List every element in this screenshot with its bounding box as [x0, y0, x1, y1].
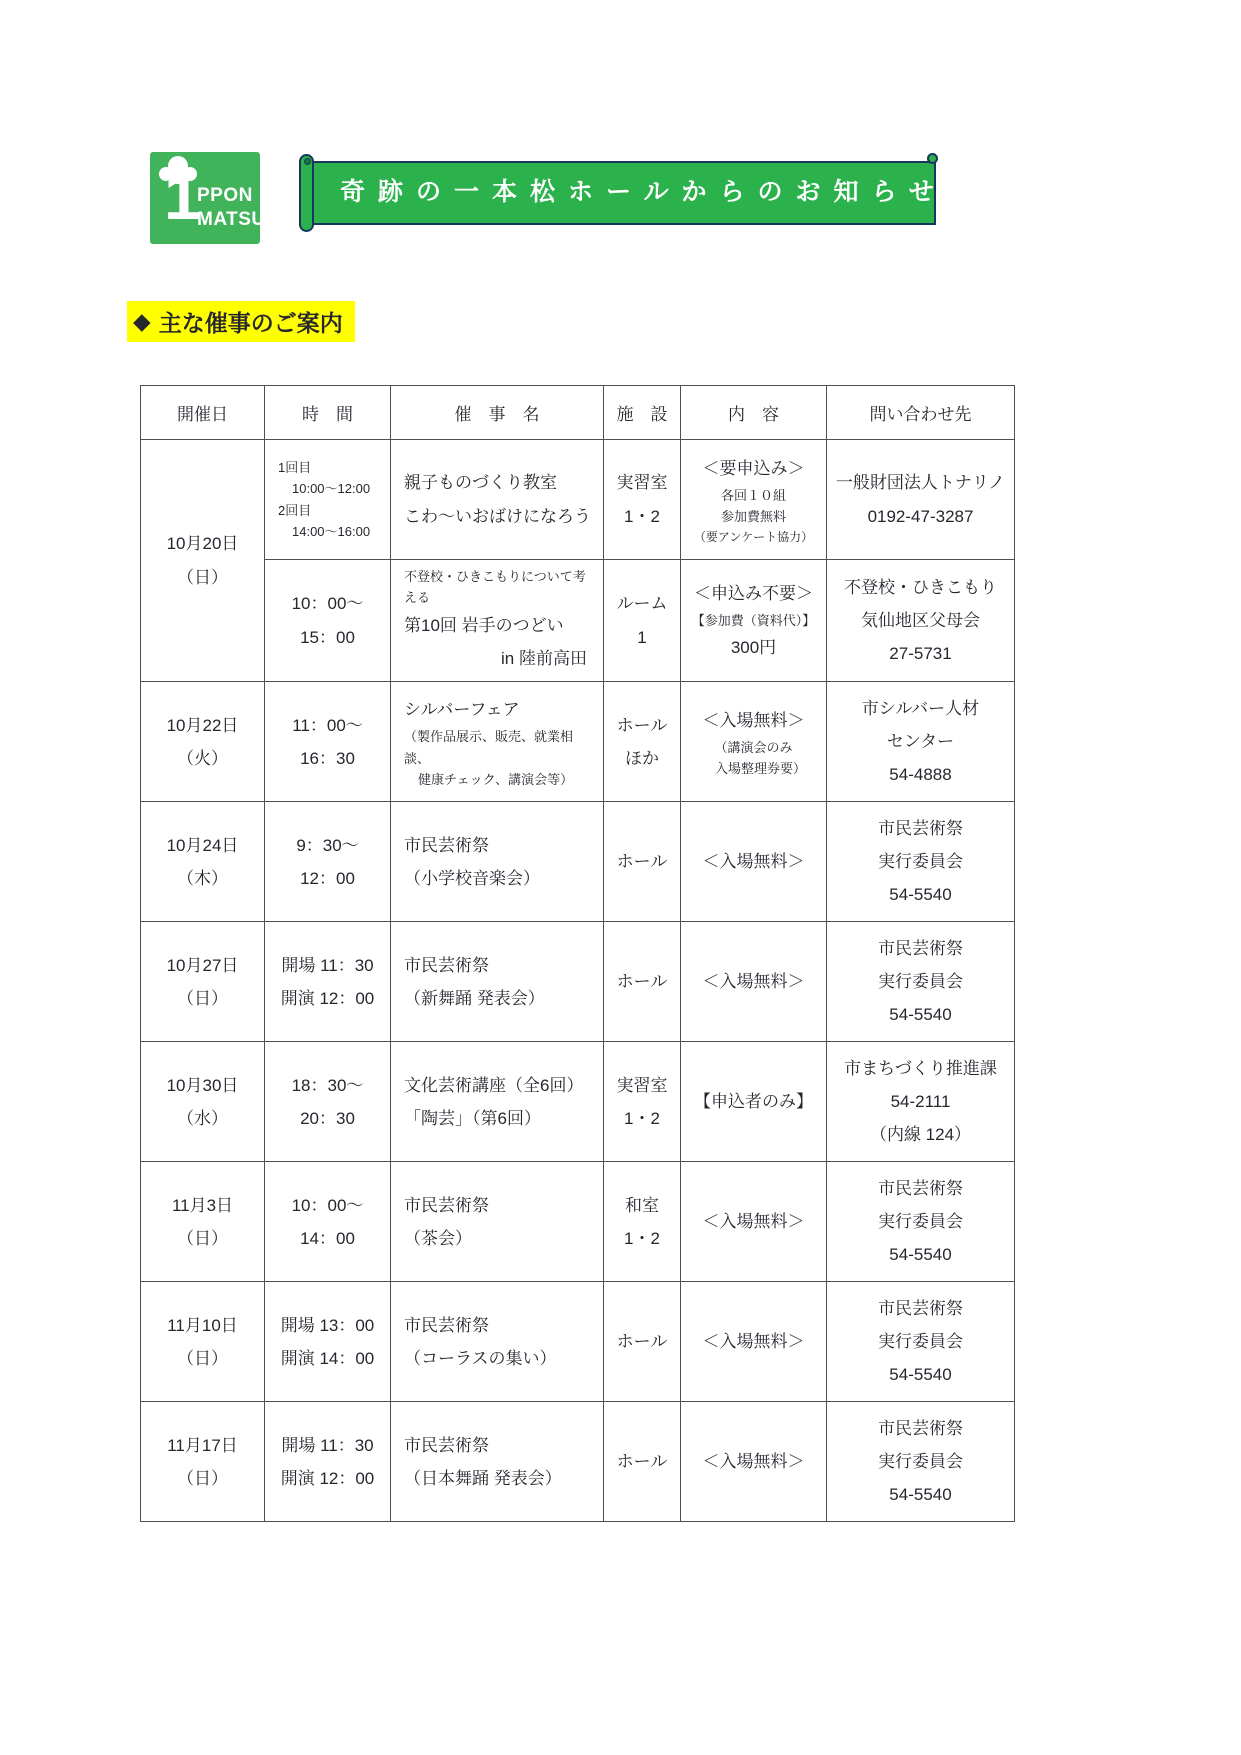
- contact-line: 市民芸術祭: [878, 1178, 963, 1198]
- content-line: ＜入場無料＞: [702, 1212, 805, 1232]
- cell-facility: [604, 1282, 681, 1402]
- col-header-contact: 問い合わせ先: [827, 386, 1015, 440]
- date-line: （日）: [177, 1348, 228, 1368]
- cell-facility: [604, 1162, 681, 1282]
- time-line: 開演 14：00: [280, 1348, 375, 1368]
- content-line: ＜入場無料＞: [702, 1452, 805, 1472]
- time-line: 開場 11：30: [281, 955, 374, 975]
- contact-line: （内線 124）: [869, 1125, 972, 1145]
- cell-time: [265, 682, 391, 802]
- facility-line: ルーム: [616, 594, 668, 614]
- col-header-date: 開催日: [141, 386, 265, 440]
- date-line: （日）: [177, 567, 228, 587]
- contact-line: 不登校・ひきこもり: [844, 577, 997, 597]
- cell-time: [265, 560, 391, 682]
- content-line: （要アンケート協力）: [693, 529, 814, 544]
- cell-event: [391, 682, 604, 802]
- cell-facility: [604, 802, 681, 922]
- event-line: 「陶芸」（第6回）: [404, 1108, 541, 1128]
- facility-line: 1: [637, 627, 647, 647]
- cell-contact: [827, 1402, 1015, 1522]
- time-line: 16：30: [300, 748, 355, 768]
- cell-contact: [827, 1282, 1015, 1402]
- event-line: 市民芸術祭: [404, 1435, 489, 1455]
- event-line: 第10回 岩手のつどい: [404, 615, 564, 635]
- ippon-matsu-logo: [150, 152, 266, 244]
- contact-line: 54-5540: [889, 1245, 952, 1265]
- section-title: 主な催事のご案内: [158, 310, 343, 336]
- cell-time: [265, 922, 391, 1042]
- cell-event: [391, 1042, 604, 1162]
- facility-line: ホール: [616, 972, 668, 992]
- table-row: [141, 560, 1015, 682]
- cell-contact: [827, 440, 1015, 560]
- cell-date: [141, 1282, 265, 1402]
- cell-facility: [604, 440, 681, 560]
- cell-contact: [827, 682, 1015, 802]
- content-line: 300円: [730, 638, 777, 658]
- cell-contact: [827, 802, 1015, 922]
- contact-line: 市シルバー人材: [861, 698, 980, 718]
- time-line: 10：00～: [291, 594, 364, 614]
- time-line: 14：00: [300, 1228, 355, 1248]
- content-line: ＜入場無料＞: [702, 852, 805, 872]
- cell-content: [681, 1402, 827, 1522]
- contact-line: 実行委員会: [878, 972, 963, 992]
- cell-event: [391, 440, 604, 560]
- table-row: [141, 440, 1015, 560]
- table-row: [141, 1042, 1015, 1162]
- event-line: （小学校音楽会）: [404, 868, 540, 888]
- facility-line: 実習室: [616, 473, 668, 493]
- contact-line: 0192-47-3287: [867, 506, 974, 526]
- cell-content: [681, 1162, 827, 1282]
- event-line: こわ～いおばけになろう: [404, 506, 591, 526]
- cell-date: [141, 1402, 265, 1522]
- cell-content: [681, 440, 827, 560]
- time-line: 1回目: [278, 459, 312, 475]
- col-header-facility: 施 設: [604, 386, 681, 440]
- cell-event: [391, 802, 604, 922]
- facility-line: 和室: [625, 1195, 659, 1215]
- content-line: ＜申込み不要＞: [694, 583, 813, 603]
- contact-line: 実行委員会: [878, 852, 963, 872]
- cell-date: [141, 1042, 265, 1162]
- col-header-time: 時 間: [265, 386, 391, 440]
- time-line: 開場 13：00: [280, 1315, 375, 1335]
- event-line: （コーラスの集い）: [404, 1348, 557, 1368]
- facility-line: ホール: [616, 1452, 668, 1472]
- facility-line: ホール: [616, 852, 668, 872]
- cell-facility: [604, 1042, 681, 1162]
- date-line: 10月27日: [166, 955, 239, 975]
- contact-line: センター: [886, 732, 955, 752]
- cell-event: [391, 1402, 604, 1522]
- cell-event: [391, 1282, 604, 1402]
- cell-date: [141, 440, 265, 682]
- time-line: 12：00: [300, 868, 355, 888]
- date-line: 10月20日: [166, 534, 239, 554]
- date-line: （水）: [177, 1108, 228, 1128]
- cell-content: [681, 802, 827, 922]
- date-line: （日）: [177, 1228, 228, 1248]
- table-row: [141, 1162, 1015, 1282]
- date-line: 10月24日: [166, 835, 239, 855]
- scroll-roll-icon: [299, 154, 314, 232]
- cell-facility: [604, 560, 681, 682]
- contact-line: 54-5540: [889, 1365, 952, 1385]
- cell-content: [681, 1282, 827, 1402]
- content-line: 参加費無料: [720, 509, 786, 525]
- cell-facility: [604, 682, 681, 802]
- content-line: ＜入場無料＞: [702, 710, 805, 730]
- cell-event: [391, 560, 604, 682]
- contact-line: 市民芸術祭: [878, 938, 963, 958]
- event-line: （新舞踊 発表会）: [404, 988, 545, 1008]
- contact-line: 市民芸術祭: [878, 818, 963, 838]
- col-header-event: 催 事 名: [391, 386, 604, 440]
- event-line: 文化芸術講座（全6回）: [404, 1075, 584, 1095]
- content-line: ＜入場無料＞: [702, 972, 805, 992]
- table-row: [141, 1402, 1015, 1522]
- event-line: 市民芸術祭: [404, 835, 489, 855]
- event-line: シルバーフェア: [404, 699, 520, 719]
- cell-facility: [604, 1402, 681, 1522]
- event-line: in 陸前高田: [501, 649, 587, 669]
- section-heading: [127, 301, 355, 342]
- cell-contact: [827, 922, 1015, 1042]
- cell-contact: [827, 1042, 1015, 1162]
- banner-title: 奇跡の一本松ホールからのお知らせ: [340, 178, 947, 206]
- facility-line: ほか: [625, 748, 659, 768]
- cell-event: [391, 1162, 604, 1282]
- date-line: （日）: [177, 1468, 228, 1488]
- cell-content: [681, 560, 827, 682]
- cell-event: [391, 922, 604, 1042]
- contact-line: 気仙地区父母会: [861, 611, 980, 630]
- event-line: 市民芸術祭: [404, 1195, 489, 1215]
- cell-date: [141, 922, 265, 1042]
- contact-line: 54-4888: [889, 765, 952, 785]
- cell-date: [141, 802, 265, 922]
- content-line: （講演会のみ: [714, 739, 793, 755]
- time-line: 9：30～: [296, 835, 359, 855]
- time-line: 11：00～: [292, 715, 363, 735]
- table-header-row: [141, 386, 1015, 440]
- contact-line: 54-2111: [890, 1092, 951, 1112]
- time-line: 開場 11：30: [281, 1435, 374, 1455]
- date-line: 11月3日: [171, 1195, 234, 1215]
- contact-line: 54-5540: [889, 1485, 952, 1505]
- event-line: （日本舞踊 発表会）: [404, 1468, 562, 1488]
- cell-date: [141, 682, 265, 802]
- logo-text: [197, 184, 266, 232]
- col-header-content: 内 容: [681, 386, 827, 440]
- cell-time: [265, 802, 391, 922]
- diamond-icon: ◆: [133, 308, 151, 334]
- content-line: 各回１０組: [720, 488, 786, 504]
- time-line: 20：30: [300, 1108, 355, 1128]
- table-row: [141, 1282, 1015, 1402]
- contact-line: 実行委員会: [878, 1452, 963, 1472]
- facility-line: 1・2: [624, 506, 660, 526]
- table-row: [141, 682, 1015, 802]
- cell-time: [265, 1042, 391, 1162]
- cell-contact: [827, 560, 1015, 682]
- content-line: 【申込者のみ】: [694, 1092, 813, 1112]
- time-line: 10:00～12:00: [292, 481, 371, 497]
- event-schedule-table: [140, 385, 1015, 1522]
- contact-line: 54-5540: [889, 1005, 952, 1025]
- contact-line: 市民芸術祭: [878, 1418, 963, 1438]
- facility-line: 1・2: [624, 1228, 660, 1248]
- cell-time: [265, 440, 391, 560]
- content-line: 入場整理券要）: [714, 761, 806, 777]
- cell-content: [681, 682, 827, 802]
- table-row: [141, 922, 1015, 1042]
- facility-line: 1・2: [624, 1108, 660, 1128]
- date-line: 10月30日: [166, 1075, 239, 1095]
- cell-contact: [827, 1162, 1015, 1282]
- date-line: 11月17日: [167, 1435, 238, 1455]
- facility-line: ホール: [616, 1332, 668, 1352]
- contact-line: 27-5731: [889, 644, 952, 664]
- date-line: （木）: [177, 868, 228, 888]
- cell-content: [681, 1042, 827, 1162]
- date-line: （火）: [177, 748, 228, 768]
- scroll-corner-icon: [927, 153, 938, 164]
- event-line: 市民芸術祭: [404, 1315, 489, 1335]
- content-line: ＜入場無料＞: [702, 1332, 805, 1352]
- event-line: （製作品展示、販売、就業相談、: [404, 729, 574, 766]
- contact-line: 一般財団法人トナリノ: [835, 473, 1006, 493]
- event-line: 健康チェック、講演会等）: [418, 771, 574, 787]
- time-line: 14:00～16:00: [292, 523, 371, 539]
- facility-line: ホール: [616, 715, 668, 735]
- event-line: 市民芸術祭: [404, 955, 489, 975]
- time-line: 10：00～: [291, 1195, 364, 1215]
- time-line: 15：00: [300, 627, 355, 647]
- cell-facility: [604, 922, 681, 1042]
- contact-line: 実行委員会: [878, 1332, 963, 1352]
- banner-scroll: [300, 161, 947, 225]
- date-line: （日）: [177, 988, 228, 1008]
- contact-line: 54-5540: [889, 885, 952, 905]
- logo-text-line1: PPON: [197, 185, 253, 206]
- date-line: 10月22日: [166, 715, 239, 735]
- date-line: 11月10日: [167, 1315, 238, 1335]
- event-line: 不登校・ひきこもりについて考える: [404, 569, 586, 606]
- time-line: 開演 12：00: [280, 1468, 375, 1488]
- contact-line: 実行委員会: [878, 1212, 963, 1232]
- content-line: 【参加費（資料代）】: [691, 612, 816, 628]
- logo-number: 1: [164, 159, 201, 233]
- facility-line: 実習室: [616, 1075, 668, 1095]
- cell-time: [265, 1282, 391, 1402]
- content-line: ＜要申込み＞: [702, 458, 805, 478]
- cell-time: [265, 1162, 391, 1282]
- time-line: 18：30～: [291, 1075, 364, 1095]
- time-line: 開演 12：00: [280, 988, 375, 1008]
- cell-date: [141, 1162, 265, 1282]
- cell-time: [265, 1402, 391, 1522]
- contact-line: 市まちづくり推進課: [844, 1058, 997, 1078]
- table-row: [141, 802, 1015, 922]
- time-line: 2回目: [278, 502, 312, 518]
- cell-content: [681, 922, 827, 1042]
- event-line: （茶会）: [404, 1228, 472, 1248]
- event-line: 親子ものづくり教室: [404, 473, 557, 493]
- logo-text-line2: MATSU: [197, 208, 266, 230]
- contact-line: 市民芸術祭: [878, 1298, 963, 1318]
